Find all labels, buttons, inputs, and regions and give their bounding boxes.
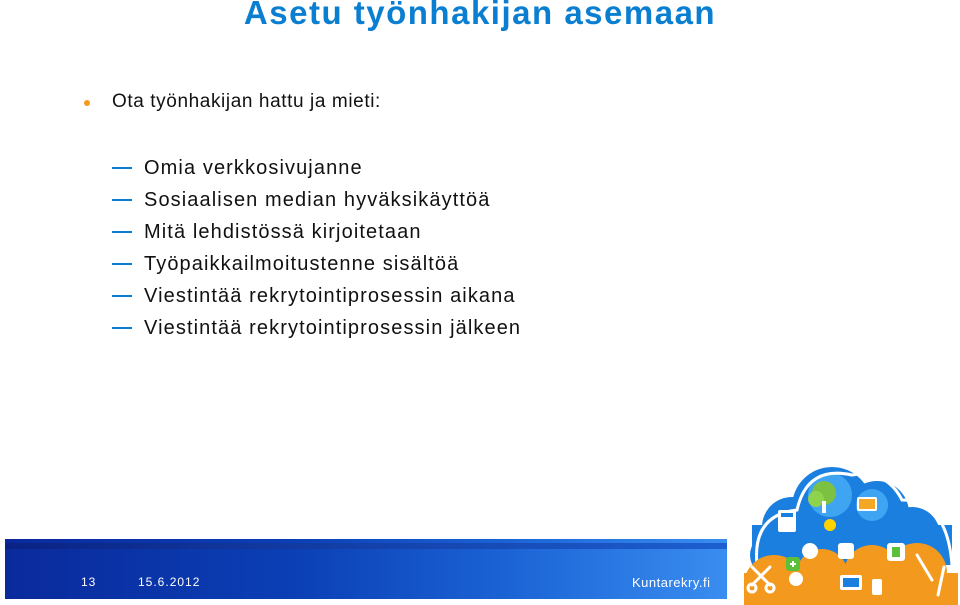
dash-icon: [112, 199, 132, 201]
dash-icon: [112, 263, 132, 265]
slide-title: Asetu työnhakijan asemaan: [243, 0, 717, 31]
list-item-text: Viestintää rekrytointiprosessin jälkeen: [144, 316, 522, 339]
list-item-text: Viestintää rekrytointiprosessin aikana: [144, 284, 516, 307]
list-item-text: Sosiaalisen median hyväksikäyttöä: [144, 188, 491, 211]
footer-site: Kuntarekry.fi: [632, 575, 711, 590]
footer-top-shade: [5, 543, 727, 549]
list-item-text: Työpaikkailmoitustenne sisältöä: [144, 252, 460, 275]
sub-list: [112, 152, 521, 344]
dash-icon: [112, 295, 132, 297]
list-item: [112, 280, 521, 312]
lead-text: Ota työnhakijan hattu ja mieti:: [112, 91, 381, 112]
dash-icon: [112, 231, 132, 233]
list-item: [112, 152, 521, 184]
footer-page-number: 13: [81, 575, 97, 589]
list-item: [112, 248, 521, 280]
bullet-dot-icon: [84, 100, 90, 106]
dash-icon: [112, 327, 132, 329]
list-item-text: Mitä lehdistössä kirjoitetaan: [144, 220, 422, 243]
list-item: [112, 184, 521, 216]
lead-bullet: [84, 91, 381, 113]
list-item: [112, 312, 521, 344]
list-item: [112, 216, 521, 248]
footer-date: 15.6.2012: [138, 575, 201, 589]
list-item-text: Omia verkkosivujanne: [144, 156, 363, 179]
dash-icon: [112, 167, 132, 169]
kuntarekry-logo-icon: [712, 455, 958, 605]
